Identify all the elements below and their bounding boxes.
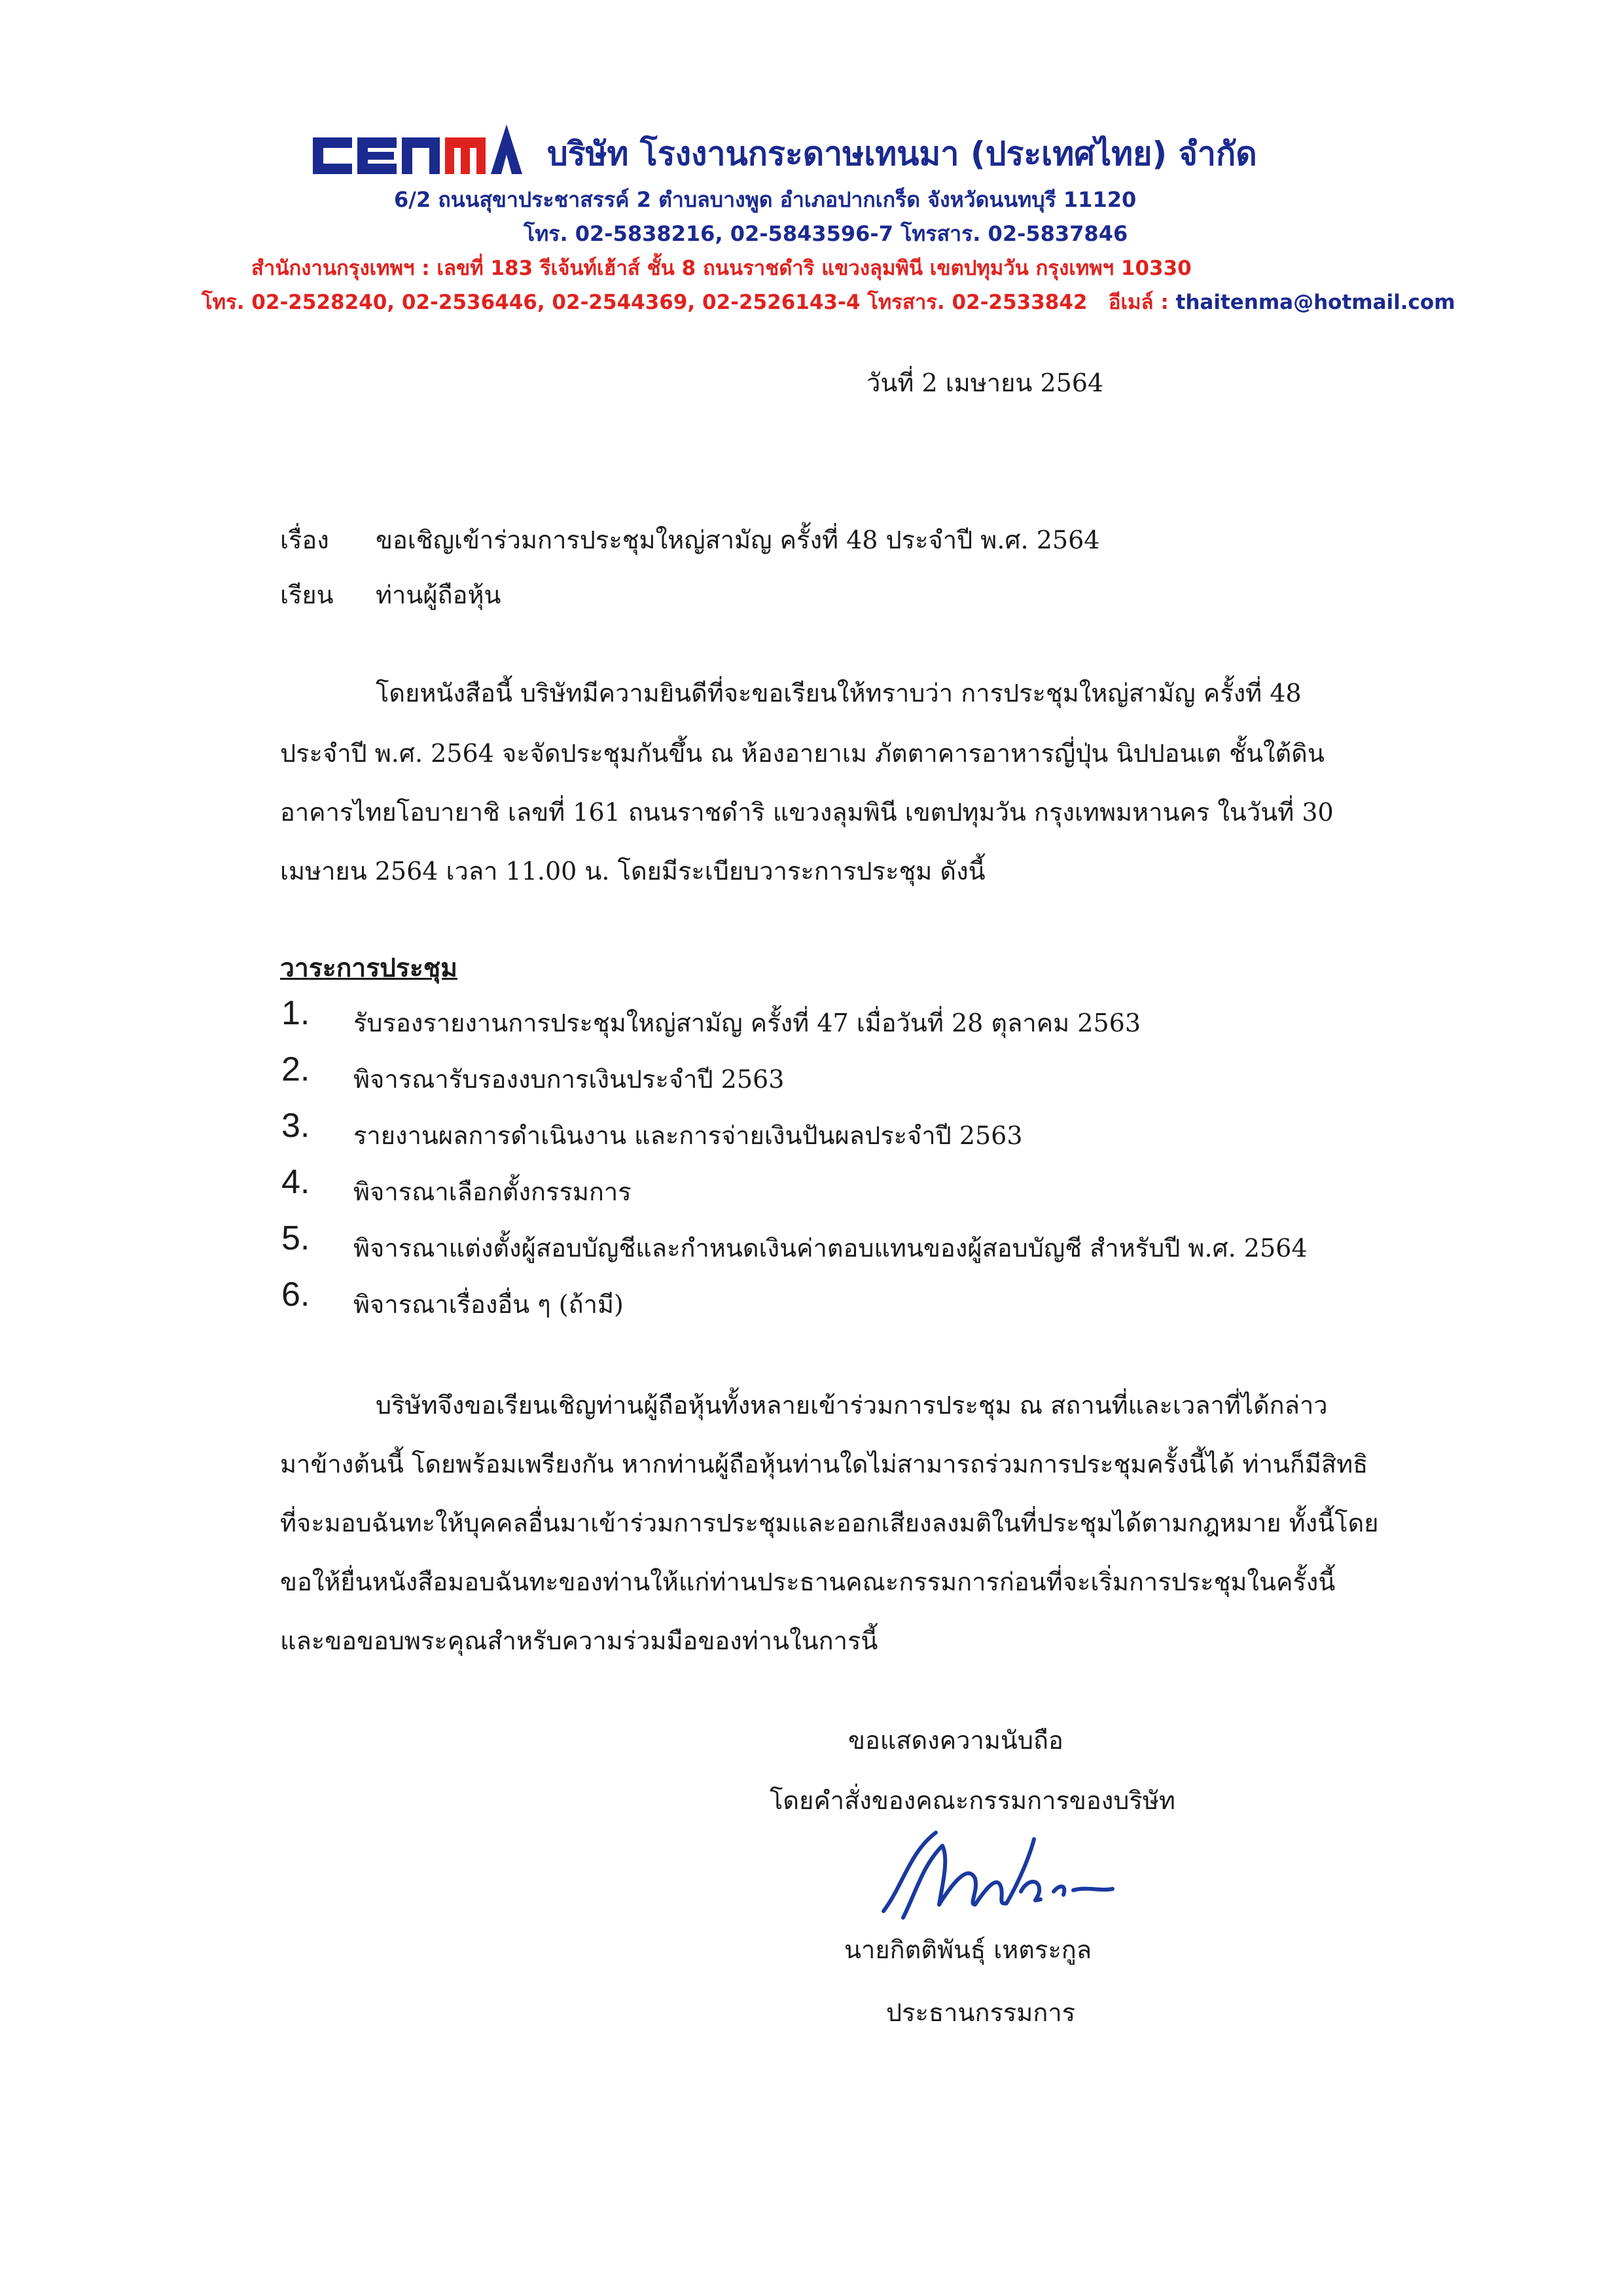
bkk-office-contact	[202, 285, 1455, 318]
bkk-office-address: สำนักงานกรุงเทพฯ : เลขที่ 183 รีเจ้นท์เฮ้าส์ ชั้น 8 ถนนราชดำริ แขวงลุมพินี เขตปทุมวัน กรุงเทพฯ 10330	[251, 257, 1192, 280]
subject-label: เรื่อง	[280, 526, 329, 554]
intro-line: โดยหนังสือนี้ บริษัทมีความยินดีที่จะขอเรียนให้ทราบว่า การประชุมใหญ่สามัญ ครั้งที่ 48	[376, 679, 1302, 708]
to-text: ท่านผู้ถือหุ้น	[376, 581, 501, 609]
to-label: เรียน	[280, 581, 334, 609]
bkk-phone: โทร. 02-2528240, 02-2536446, 02-2544369, 02-2526143-4 โทรสาร. 02-2533842	[202, 291, 1088, 314]
closing-line: บริษัทจึงขอเรียนเชิญท่านผู้ถือหุ้นทั้งหลายเข้าร่วมการประชุม ณ สถานที่และเวลาที่ได้กล่าว	[376, 1391, 1328, 1420]
intro-line: ประจำปี พ.ศ. 2564 จะจัดประชุมกันขึ้น ณ ห้องอายาเม ภัตตาคารอาหารญี่ปุ่น นิปปอนเต ชั้นใต้ดิน	[280, 739, 1325, 768]
letter-date: วันที่ 2 เมษายน 2564	[866, 368, 1104, 397]
closing-line: มาข้างต้นนี้ โดยพร้อมเพรียงกัน หากท่านผู้ถือหุ้นท่านใดไม่สามารถร่วมการประชุมครั้งนี้ได้ ท่านก็มีสิทธิ	[280, 1450, 1368, 1479]
agenda-number: 2.	[281, 1050, 310, 1088]
agenda-item: พิจารณาเรื่องอื่น ๆ (ถ้ามี)	[353, 1290, 624, 1319]
signer-name: นายกิตติพันธุ์ เหตระกูล	[844, 1935, 1092, 1964]
agenda-number: 3.	[281, 1107, 310, 1145]
tenma-logo	[313, 118, 522, 183]
agenda-item: รายงานผลการดำเนินงาน และการจ่ายเงินปันผลประจำปี 2563	[353, 1121, 1023, 1150]
company-name: บริษัท โรงงานกระดาษเทนมา (ประเทศไทย) จำกัด	[547, 135, 1257, 173]
agenda-item: พิจารณาเลือกตั้งกรรมการ	[353, 1177, 632, 1206]
hq-address: 6/2 ถนนสุขาประชาสรรค์ 2 ตำบลบางพูด อำเภอปากเกร็ด จังหวัดนนทบุรี 11120	[394, 187, 1137, 212]
agenda-item: พิจารณาแต่งตั้งผู้สอบบัญชีและกำหนดเงินค่าตอบแทนของผู้สอบบัญชี สำหรับปี พ.ศ. 2564	[353, 1234, 1308, 1263]
sign-off: ขอแสดงความนับถือ	[848, 1726, 1063, 1755]
letterhead	[0, 0, 1623, 327]
intro-line: อาคารไทยโอบายาชิ เลขที่ 161 ถนนราชดำริ แขวงลุมพินี เขตปทุมวัน กรุงเทพมหานคร ในวันที่ 30	[280, 798, 1334, 827]
agenda-number: 6.	[281, 1276, 310, 1314]
agenda-item: รับรองรายงานการประชุมใหญ่สามัญ ครั้งที่ 47 เมื่อวันที่ 28 ตุลาคม 2563	[353, 1009, 1141, 1037]
agenda-item: พิจารณารับรองงบการเงินประจำปี 2563	[353, 1065, 785, 1094]
intro-line: เมษายน 2564 เวลา 11.00 น. โดยมีระเบียบวาระการประชุม ดังนี้	[280, 857, 986, 886]
agenda-number: 1.	[281, 994, 310, 1032]
subject-text: ขอเชิญเข้าร่วมการประชุมใหญ่สามัญ ครั้งที่ 48 ประจำปี พ.ศ. 2564	[376, 526, 1100, 554]
agenda-number: 5.	[281, 1219, 310, 1257]
closing-line: และขอขอบพระคุณสำหรับความร่วมมือของท่านในการนี้	[280, 1626, 878, 1655]
hq-phone: โทร. 02-5838216, 02-5843596-7 โทรสาร. 02-5837846	[524, 221, 1128, 246]
by-order-of-board: โดยคำสั่งของคณะกรรมการของบริษัท	[770, 1786, 1175, 1815]
signer-title: ประธานกรรมการ	[886, 1998, 1076, 2027]
closing-line: ที่จะมอบฉันทะให้บุคคลอื่นมาเข้าร่วมการประชุมและออกเสียงลงมติในที่ประชุมได้ตามกฎหมาย ทั้งนี้โดย	[280, 1509, 1379, 1537]
closing-line: ขอให้ยื่นหนังสือมอบฉันทะของท่านให้แก่ท่านประธานคณะกรรมการก่อนที่จะเริ่มการประชุมในครั้งนี้	[280, 1568, 1336, 1596]
email-label: อีเมล์ :	[1108, 291, 1176, 314]
email-address: thaitenma@hotmail.com	[1175, 291, 1455, 314]
agenda-title: วาระการประชุม	[280, 953, 457, 983]
agenda-number: 4.	[281, 1163, 310, 1201]
